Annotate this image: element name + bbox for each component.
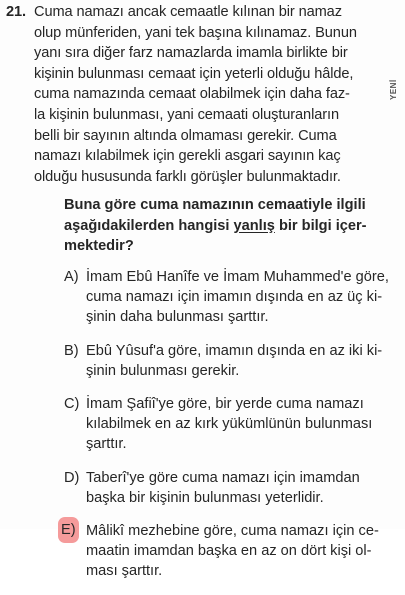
prompt-text-end: bir bilgi içer-mektedir?	[64, 217, 367, 255]
option-line: başka bir kişinin bulunması yeterlidir.	[86, 489, 324, 506]
question-line: olup münferiden, yani tek başına kılınamaz. Bunun	[34, 24, 357, 41]
option-line: cuma namazı için imamın dışında en az üç ki-	[86, 289, 383, 305]
option-line: Mâlikî mezhebine göre, cuma namazı için ce-	[86, 523, 379, 539]
question-line: yanı sıra diğer farz namazlarda imamla birlikte bir	[34, 45, 348, 62]
option-letter: B)	[64, 342, 79, 359]
option-line: ması şarttır.	[86, 563, 163, 579]
answer-options	[61, 267, 394, 595]
option-c[interactable]	[64, 394, 394, 454]
option-d[interactable]	[64, 468, 394, 508]
prompt-underlined-word: yanlış	[233, 217, 275, 234]
question-line: cuma namazında cemaat olabilmek için daha faz-	[34, 86, 350, 103]
option-line: maatin imamdan başka en az on dört kişi ol-	[86, 543, 372, 559]
prompt-text: Buna göre cuma namazının cemaatiyle ilgili aşağıdakilerden hangisi	[64, 197, 366, 234]
question-line: la kişinin bulunması, yani cemaati oluşturanların	[34, 106, 339, 123]
question-line: belli bir sayının altında olmaması gerekir. Cuma	[34, 127, 337, 144]
option-letter-highlighted: E)	[58, 517, 79, 543]
question-line: namazı kılabilmek için gerekli asgari sayının kaç	[34, 148, 341, 165]
option-line: İmam Ebû Hanîfe ve İmam Muhammed'e göre,	[86, 269, 389, 285]
option-letter: D)	[64, 469, 80, 486]
option-a[interactable]	[64, 267, 394, 327]
option-letter: A)	[64, 269, 79, 285]
option-line: şinin daha bulunması şarttır.	[86, 309, 269, 325]
option-line: Taberî'ye göre cuma namazı için imamdan	[86, 469, 360, 486]
option-b[interactable]	[64, 341, 394, 381]
option-line: şinin bulunması gerekir.	[86, 362, 240, 379]
question-prompt	[64, 195, 390, 257]
question-line: Cuma namazı ancak cemaatle kılınan bir namaz	[34, 4, 342, 20]
option-line: İmam Şafiî'ye göre, bir yerde cuma namazı	[86, 396, 364, 412]
question-line: olduğu hususunda farklı görüşler bulunmaktadır.	[34, 168, 341, 185]
option-letter: C)	[64, 396, 80, 412]
option-line: Ebû Yûsuf'a göre, imamın dışında en az iki ki-	[86, 342, 383, 359]
question-line: kişinin bulunması cemaat için yeterli olduğu hâlde,	[34, 65, 354, 82]
option-line: şarttır.	[86, 436, 127, 452]
question-number: 21.	[6, 4, 26, 20]
option-e[interactable]	[61, 521, 394, 581]
option-line: kılabilmek en az kırk yükümlünün bulunması	[86, 416, 373, 432]
margin-label: YENİ	[389, 79, 398, 100]
question-body	[6, 2, 386, 187]
